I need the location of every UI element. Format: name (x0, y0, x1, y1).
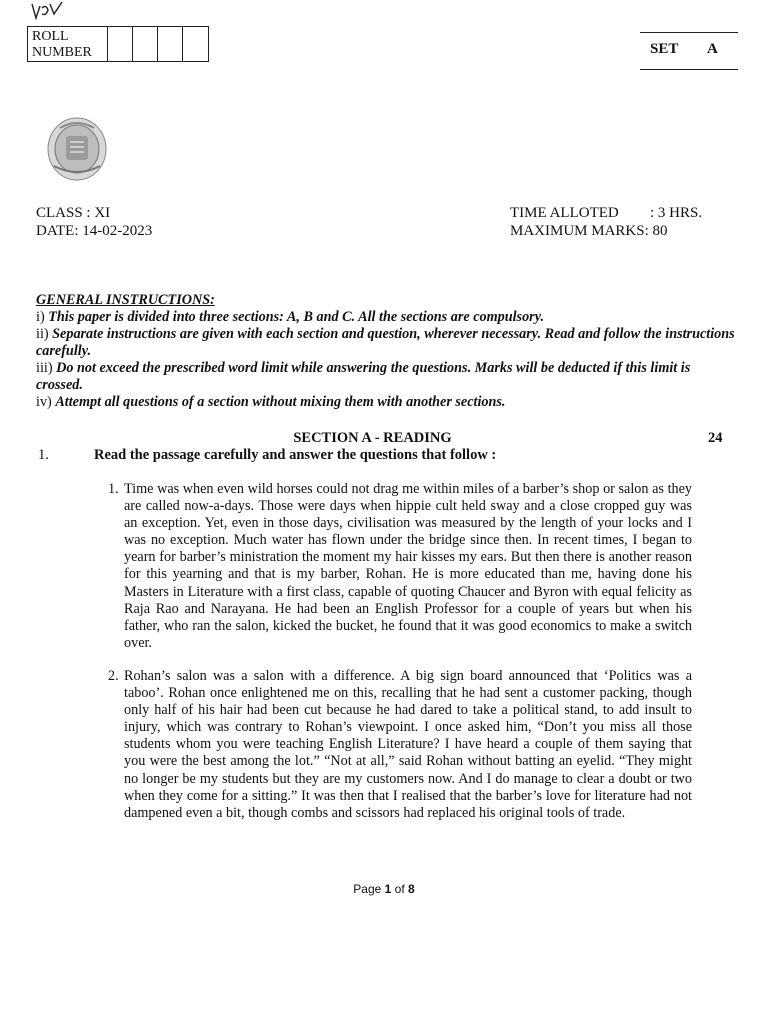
class-text: CLASS : XI (36, 205, 111, 221)
date-text: DATE: 14-02-2023 (36, 223, 153, 239)
max-marks-text: MAXIMUM MARKS: 80 (510, 223, 668, 239)
instruction-item: iv) Attempt all questions of a section without mixing them with another sections. (36, 394, 506, 410)
paragraph-number: 1. (108, 481, 119, 497)
roll-cell[interactable] (108, 27, 133, 61)
roll-number-label: ROLL NUMBER (28, 27, 108, 61)
exam-meta-left (36, 204, 152, 240)
page-footer: Page 1 of 8 (353, 882, 415, 896)
set-bottom-rule (640, 69, 738, 70)
school-emblem-icon (46, 116, 108, 187)
passage-paragraph-1 (108, 481, 692, 652)
instruction-item: i) This paper is divided into three sections: A, B and C. All the sections are compulsory. (36, 309, 545, 325)
time-value: : 3 HRS. (650, 205, 703, 221)
set-value: A (707, 41, 718, 57)
paragraph-text: Rohan’s salon was a salon with a difference. A big sign board announced that ‘Politics was a taboo’. Rohan once enlightened me on this, recalling that he had sent a customer packing, though only half of his hair had been cut because he had dared to take a political stand, to add insult to injury, which was contrary to Rohan’s viewpoint. I once asked him, “Don’t you miss all those students whom you were teaching English Literature? I have heard a couple of them saying that you were the best among the lot.” “Not at all,” said Rohan without batting an eyelid. “They might no longer be my students but they are my customers now. And I do manage to clear a doubt or two when they come for a sitting.” It was then that I realised that the barber’s love for literature had not dampened even a bit, though combs and scissors had replaced his original tools of trade. (124, 668, 692, 821)
instructions-title: GENERAL INSTRUCTIONS: (36, 292, 215, 308)
paragraph-text: Time was when even wild horses could not drag me within miles of a barber’s shop or salon as they are called now-a-days. Those were days when hippie cult held sway and a close cropped guy was an exception. Yet, even in those days, civilisation was measured by the length of your locks and I was no exception. Much water has flown under the bridge since then. In recent times, I began to yearn for barber’s ministration the moment my hair kisses my ears. But then there is another reason for this yearning and that is my barber, Rohan. He is more educated than me, having done his Masters in Literature with a first class, capable of quoting Chaucer and Byron with equal felicity as Raja Rao and Narayana. He had been an English Professor for a couple of years but when his father, who ran the salon, kicked the bucket, he found that it was good economics to make a switch over. (124, 481, 692, 651)
roll-cell[interactable] (158, 27, 183, 61)
time-row (510, 204, 702, 222)
section-title: SECTION A - READING (293, 430, 452, 446)
handwritten-mark-icon (28, 0, 68, 29)
roll-cell[interactable] (183, 27, 208, 61)
general-instructions (36, 292, 736, 411)
roll-cell[interactable] (133, 27, 158, 61)
set-top-rule (640, 32, 738, 33)
question-number: 1. (38, 447, 49, 463)
section-marks: 24 (708, 430, 723, 446)
exam-meta-right (510, 204, 702, 240)
roll-number-box (27, 26, 209, 62)
instruction-item: ii) Separate instructions are given with each section and question, wherever necessary. Read and follow the instructions carefully. (36, 326, 735, 359)
instruction-item: iii) Do not exceed the prescribed word limit while answering the questions. Marks will be deducted if this limit is crossed. (36, 360, 691, 393)
question-text: Read the passage carefully and answer the questions that follow : (94, 447, 497, 463)
total-pages: 8 (408, 882, 415, 896)
paragraph-number: 2. (108, 668, 119, 684)
passage-paragraph-2 (108, 668, 692, 822)
set-label: SET (650, 41, 679, 57)
current-page: 1 (384, 882, 392, 896)
time-label: TIME ALLOTED (510, 205, 619, 221)
